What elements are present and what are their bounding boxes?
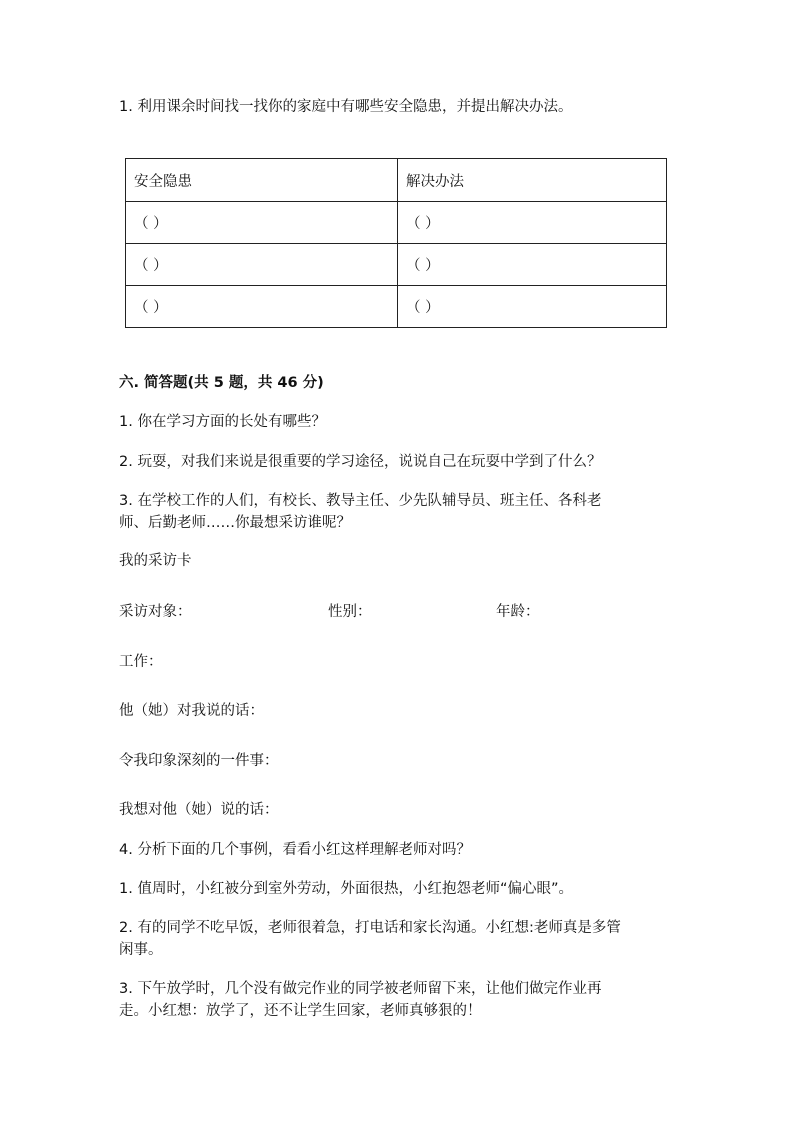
table-header-hazard: 安全隐患 <box>126 159 398 202</box>
table-cell-solution[interactable]: （ ） <box>398 202 667 244</box>
table-cell-solution[interactable]: （ ） <box>398 286 667 328</box>
case-3-line-2: 走。小红想：放学了，还不让学生回家，老师真够狠的！ <box>119 1003 482 1019</box>
words-to-me-label: 他（她）对我说的话： <box>119 703 264 719</box>
table-cell-hazard[interactable]: （ ） <box>126 202 398 244</box>
activity-question: 1. 利用课余时间找一找你的家庭中有哪些安全隐患，并提出解决办法。 <box>119 99 573 115</box>
table-row <box>126 244 667 286</box>
interview-card-title: 我的采访卡 <box>119 553 192 569</box>
question-4: 4. 分析下面的几个事例，看看小红这样理解老师对吗？ <box>119 842 471 858</box>
question-2: 2. 玩耍，对我们来说是很重要的学习途径，说说自己在玩耍中学到了什么？ <box>119 454 602 470</box>
question-3-line-2: 师、后勤老师……你最想采访谁呢？ <box>119 515 351 531</box>
case-2-line-1: 2. 有的同学不吃早饭，老师很着急，打电话和家长沟通。小红想:老师真是多管 <box>119 920 621 936</box>
table-header-row <box>126 159 667 202</box>
age-label: 年龄： <box>496 604 540 620</box>
words-to-them-label: 我想对他（她）说的话： <box>119 802 279 818</box>
table-header-solution: 解决办法 <box>398 159 667 202</box>
question-1: 1. 你在学习方面的长处有哪些？ <box>119 414 326 430</box>
section-title: 六. 简答题(共 5 题，共 46 分) <box>119 375 324 391</box>
interviewee-label: 采访对象： <box>119 604 192 620</box>
table-cell-hazard[interactable]: （ ） <box>126 244 398 286</box>
case-2-line-2: 闲事。 <box>119 942 163 958</box>
impressive-event-label: 令我印象深刻的一件事： <box>119 753 279 769</box>
hazard-table <box>125 158 667 328</box>
table-cell-hazard[interactable]: （ ） <box>126 286 398 328</box>
gender-label: 性别： <box>328 604 372 620</box>
table-cell-solution[interactable]: （ ） <box>398 244 667 286</box>
question-3-line-1: 3. 在学校工作的人们，有校长、教导主任、少先队辅导员、班主任、各科老 <box>119 493 602 509</box>
table-row <box>126 286 667 328</box>
case-1: 1. 值周时，小红被分到室外劳动，外面很热，小红抱怨老师“偏心眼”。 <box>119 881 573 897</box>
table-row <box>126 202 667 244</box>
case-3-line-1: 3. 下午放学时，几个没有做完作业的同学被老师留下来，让他们做完作业再 <box>119 981 602 997</box>
job-label: 工作： <box>119 654 163 670</box>
